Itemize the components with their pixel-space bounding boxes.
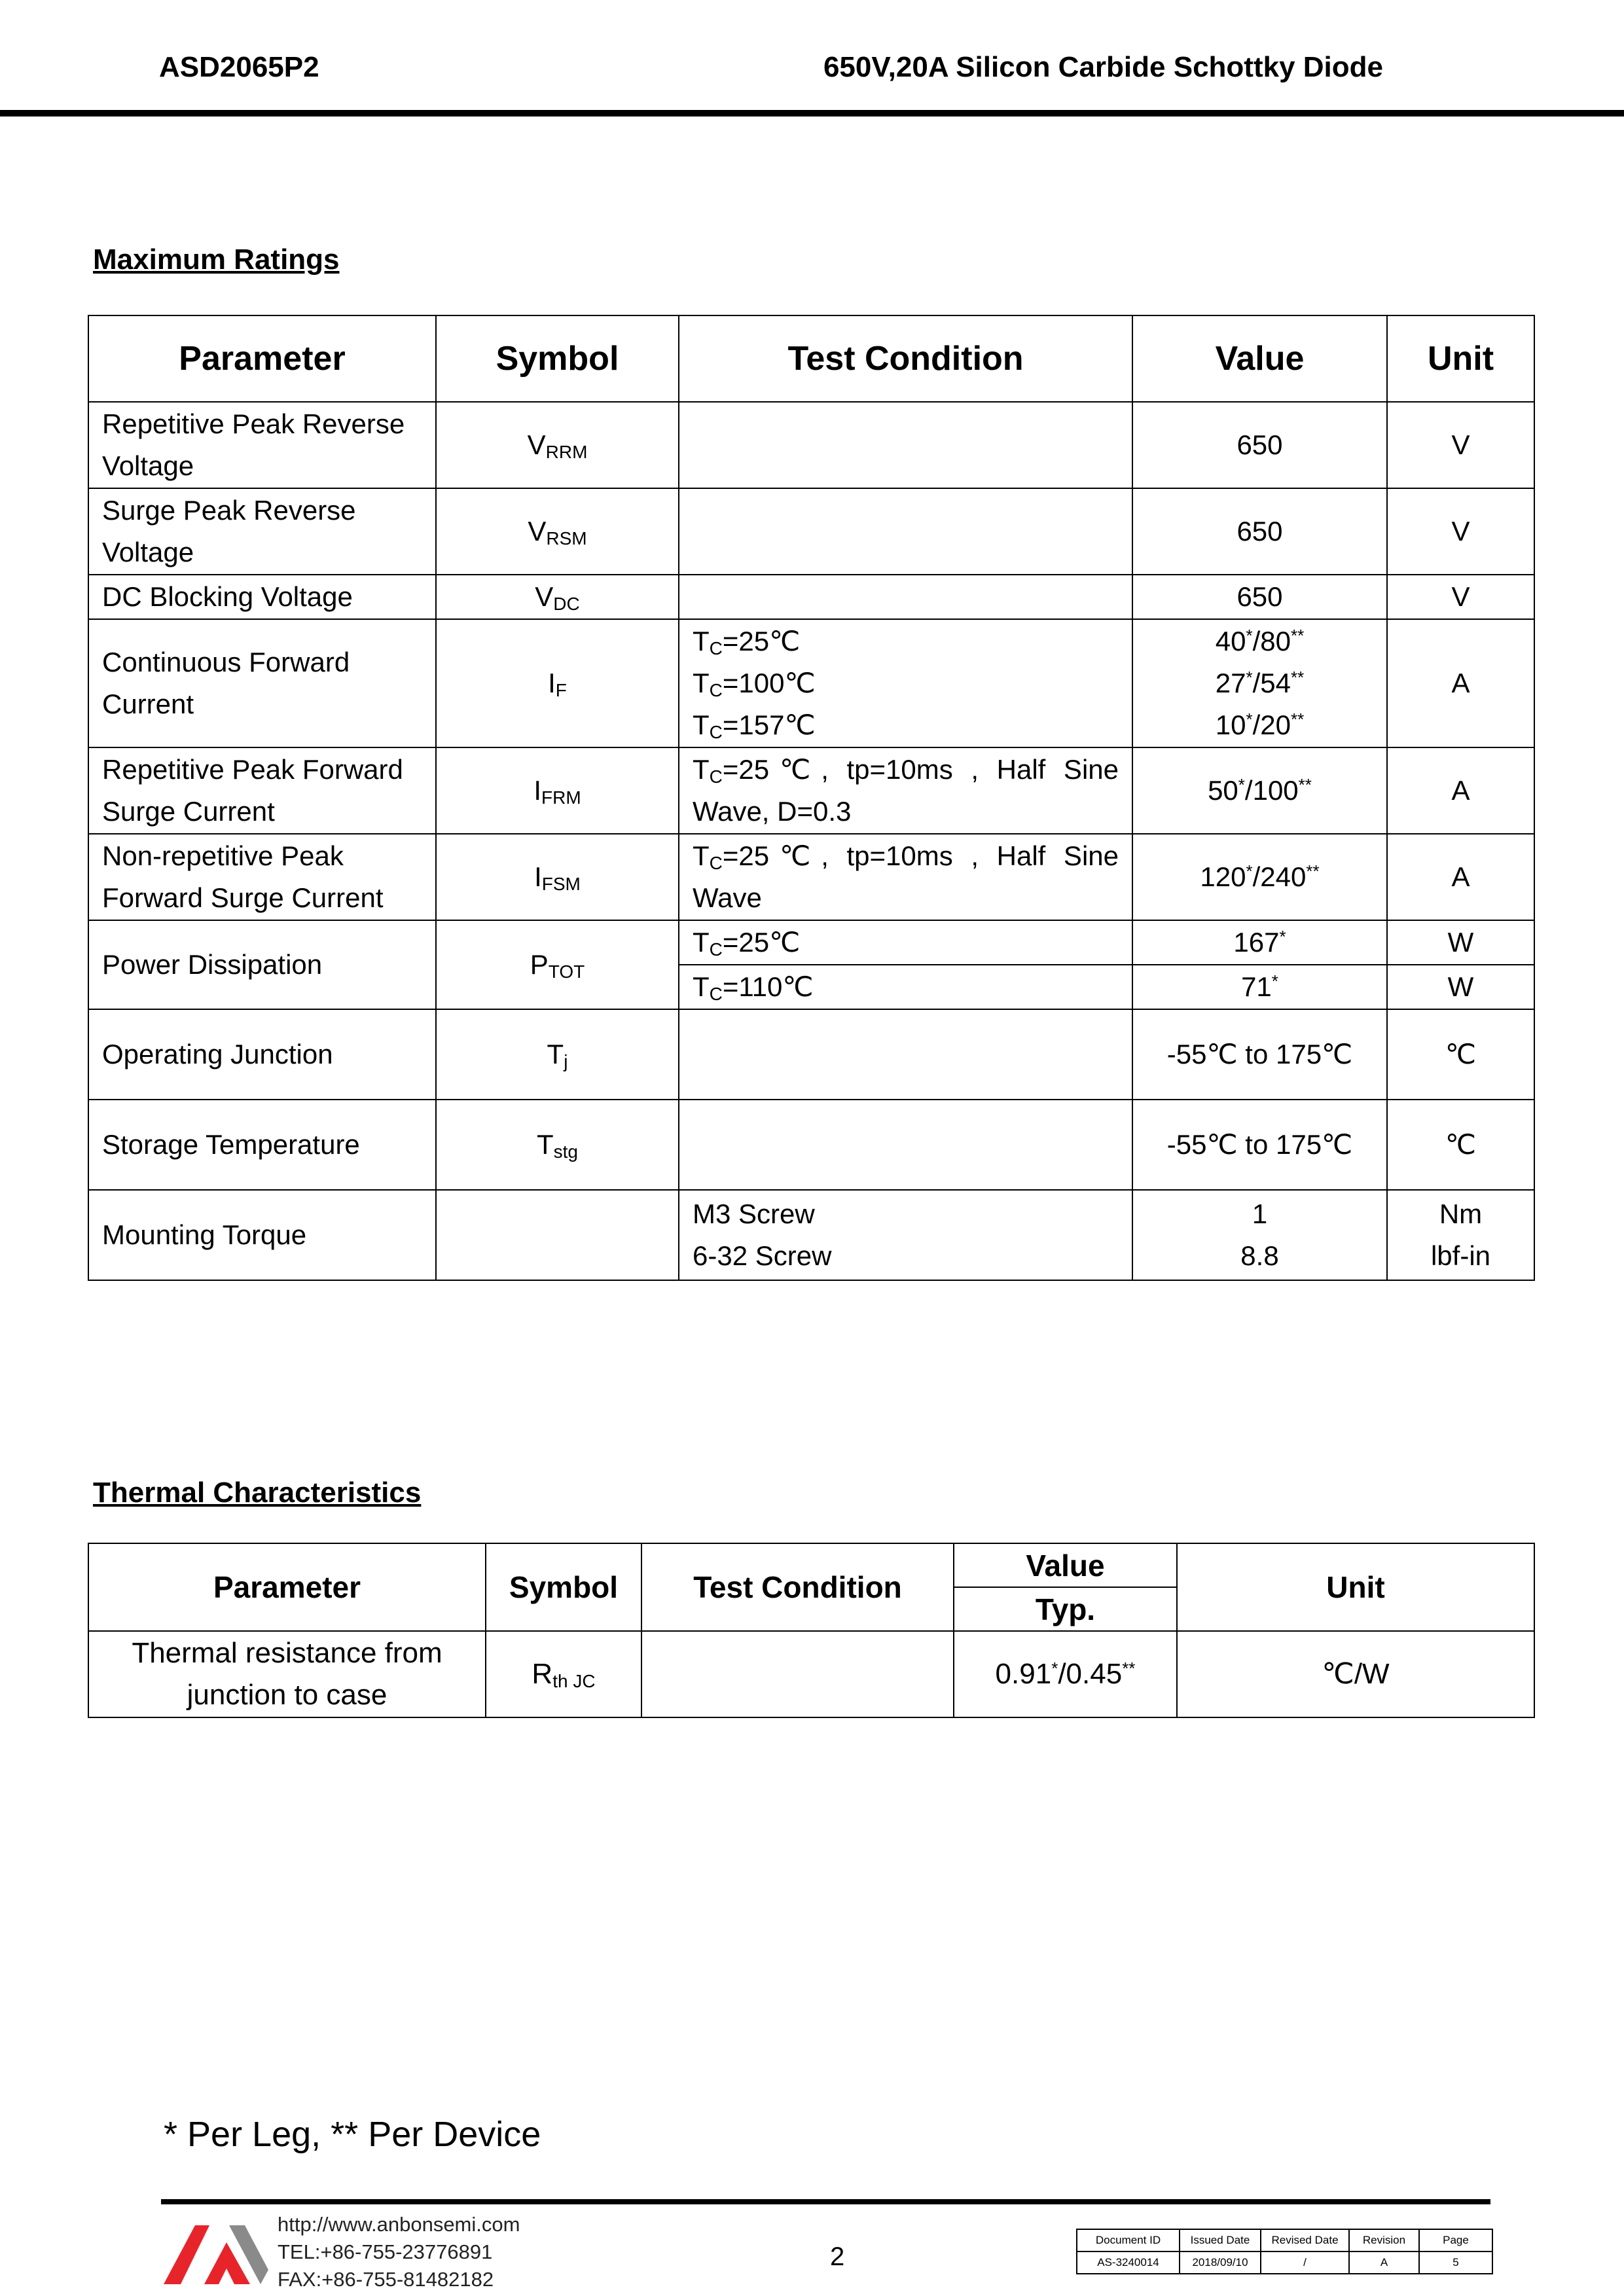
docinfo-header: Issued Date	[1180, 2229, 1261, 2251]
condition-cell: $T_C=25℃$, tp=10ms , Half Sine Wave	[679, 834, 1132, 920]
col-header-parameter: Parameter	[88, 315, 436, 402]
symbol-cell: $T_j$	[436, 1009, 679, 1100]
thermal-title: Thermal Characteristics	[93, 1477, 422, 1509]
col-header-unit: Unit	[1177, 1543, 1534, 1631]
docinfo-header: Document ID	[1077, 2229, 1180, 2251]
phone-text: TEL:+86-755-23776891	[278, 2240, 493, 2263]
parameter-cell: Non-repetitive Peak Forward Surge Current	[88, 834, 436, 920]
symbol-cell: $V_{RRM}$	[436, 402, 679, 488]
website-link[interactable]: http://www.anbonsemi.com	[278, 2213, 520, 2236]
unit-cell: ℃	[1387, 1100, 1534, 1190]
col-header-value: Value	[1132, 315, 1387, 402]
parameter-cell: Surge Peak Reverse Voltage	[88, 488, 436, 575]
parameter-cell: Repetitive Peak Reverse Voltage	[88, 402, 436, 488]
footer-rule	[161, 2199, 1490, 2204]
value-cell: 40*/80** 27*/54** 10*/20**	[1132, 619, 1387, 747]
unit-cell: A	[1387, 619, 1534, 747]
condition-cell: M3 Screw 6-32 Screw	[679, 1190, 1132, 1280]
header-rule	[0, 110, 1624, 117]
table-header-row	[88, 315, 1534, 402]
condition-cell: $T_C=110℃$	[679, 965, 1132, 1009]
docinfo-value: /	[1261, 2251, 1349, 2274]
value-cell: 650	[1132, 575, 1387, 619]
table-row	[88, 747, 1534, 834]
symbol-cell	[436, 1190, 679, 1280]
parameter-cell: Power Dissipation	[88, 920, 436, 1009]
col-header-symbol: Symbol	[486, 1543, 641, 1631]
docinfo-value: 5	[1419, 2251, 1492, 2274]
part-number: ASD2065P2	[159, 51, 319, 83]
value-cell: -55℃ to 175℃	[1132, 1100, 1387, 1190]
value-cell: 120*/240**	[1132, 834, 1387, 920]
docinfo-header: Revision	[1349, 2229, 1419, 2251]
value-cell: 650	[1132, 402, 1387, 488]
docinfo-header: Revised Date	[1261, 2229, 1349, 2251]
thermal-table	[88, 1543, 1535, 1718]
company-logo	[164, 2212, 268, 2284]
docinfo-value: A	[1349, 2251, 1419, 2274]
parameter-cell: Thermal resistance from junction to case	[88, 1631, 486, 1717]
condition-cell	[679, 1009, 1132, 1100]
table-header-row	[88, 1543, 1534, 1587]
value-cell: 167*	[1132, 920, 1387, 965]
table-row	[88, 920, 1534, 965]
condition-cell	[679, 575, 1132, 619]
parameter-cell: Continuous Forward Current	[88, 619, 436, 747]
col-header-parameter: Parameter	[88, 1543, 486, 1631]
symbol-cell: $I_F$	[436, 619, 679, 747]
document-description: 650V,20A Silicon Carbide Schottky Diode	[823, 51, 1383, 83]
unit-cell: Nm lbf-in	[1387, 1190, 1534, 1280]
max-ratings-title: Maximum Ratings	[93, 243, 340, 276]
max-ratings-table	[88, 315, 1535, 1281]
condition-cell: $T_C=25℃$ $T_C=100℃$ $T_C=157℃$	[679, 619, 1132, 747]
table-row	[88, 402, 1534, 488]
value-cell: 0.91*/0.45**	[954, 1631, 1177, 1717]
condition-cell	[679, 402, 1132, 488]
unit-cell: A	[1387, 834, 1534, 920]
unit-cell: W	[1387, 920, 1534, 965]
condition-cell	[679, 1100, 1132, 1190]
unit-cell: W	[1387, 965, 1534, 1009]
symbol-cell: $P_{TOT}$	[436, 920, 679, 1009]
table-row	[88, 1009, 1534, 1100]
symbol-cell: $V_{DC}$	[436, 575, 679, 619]
docinfo-header-row	[1077, 2229, 1492, 2251]
page-number: 2	[830, 2242, 845, 2271]
condition-cell	[679, 488, 1132, 575]
col-header-value: Value	[954, 1543, 1177, 1587]
col-header-symbol: Symbol	[436, 315, 679, 402]
footnote: * Per Leg, ** Per Device	[164, 2115, 541, 2154]
condition-cell: $T_C=25℃$	[679, 920, 1132, 965]
unit-cell: V	[1387, 488, 1534, 575]
docinfo-value: 2018/09/10	[1180, 2251, 1261, 2274]
table-row	[88, 1631, 1534, 1717]
unit-cell: V	[1387, 402, 1534, 488]
symbol-cell: $V_{RSM}$	[436, 488, 679, 575]
col-header-test-condition: Test Condition	[679, 315, 1132, 402]
fax-text: FAX:+86-755-81482182	[278, 2268, 494, 2291]
parameter-cell: Operating Junction	[88, 1009, 436, 1100]
value-cell: 650	[1132, 488, 1387, 575]
unit-cell: ℃	[1387, 1009, 1534, 1100]
condition-cell	[641, 1631, 954, 1717]
symbol-cell: $R_{th JC}$	[486, 1631, 641, 1717]
contact-block	[278, 2211, 520, 2293]
col-header-test-condition: Test Condition	[641, 1543, 954, 1631]
table-row	[88, 834, 1534, 920]
col-header-typ: Typ.	[954, 1587, 1177, 1631]
value-cell: 1 8.8	[1132, 1190, 1387, 1280]
document-info-table	[1076, 2229, 1493, 2274]
col-header-unit: Unit	[1387, 315, 1534, 402]
value-cell: -55℃ to 175℃	[1132, 1009, 1387, 1100]
table-row	[88, 575, 1534, 619]
parameter-cell: DC Blocking Voltage	[88, 575, 436, 619]
docinfo-header: Page	[1419, 2229, 1492, 2251]
unit-cell: A	[1387, 747, 1534, 834]
unit-cell: ℃/W	[1177, 1631, 1534, 1717]
docinfo-value: AS-3240014	[1077, 2251, 1180, 2274]
symbol-cell: $T_{stg}$	[436, 1100, 679, 1190]
table-row	[88, 1190, 1534, 1280]
parameter-cell: Mounting Torque	[88, 1190, 436, 1280]
parameter-cell: Storage Temperature	[88, 1100, 436, 1190]
docinfo-value-row	[1077, 2251, 1492, 2274]
condition-cell: $T_C=25℃$, tp=10ms , Half Sine Wave, D=0.3	[679, 747, 1132, 834]
table-row	[88, 619, 1534, 747]
table-row	[88, 488, 1534, 575]
value-cell: 50*/100**	[1132, 747, 1387, 834]
symbol-cell: $I_{FRM}$	[436, 747, 679, 834]
unit-cell: V	[1387, 575, 1534, 619]
table-row	[88, 1100, 1534, 1190]
parameter-cell: Repetitive Peak Forward Surge Current	[88, 747, 436, 834]
symbol-cell: $I_{FSM}$	[436, 834, 679, 920]
value-cell: 71*	[1132, 965, 1387, 1009]
